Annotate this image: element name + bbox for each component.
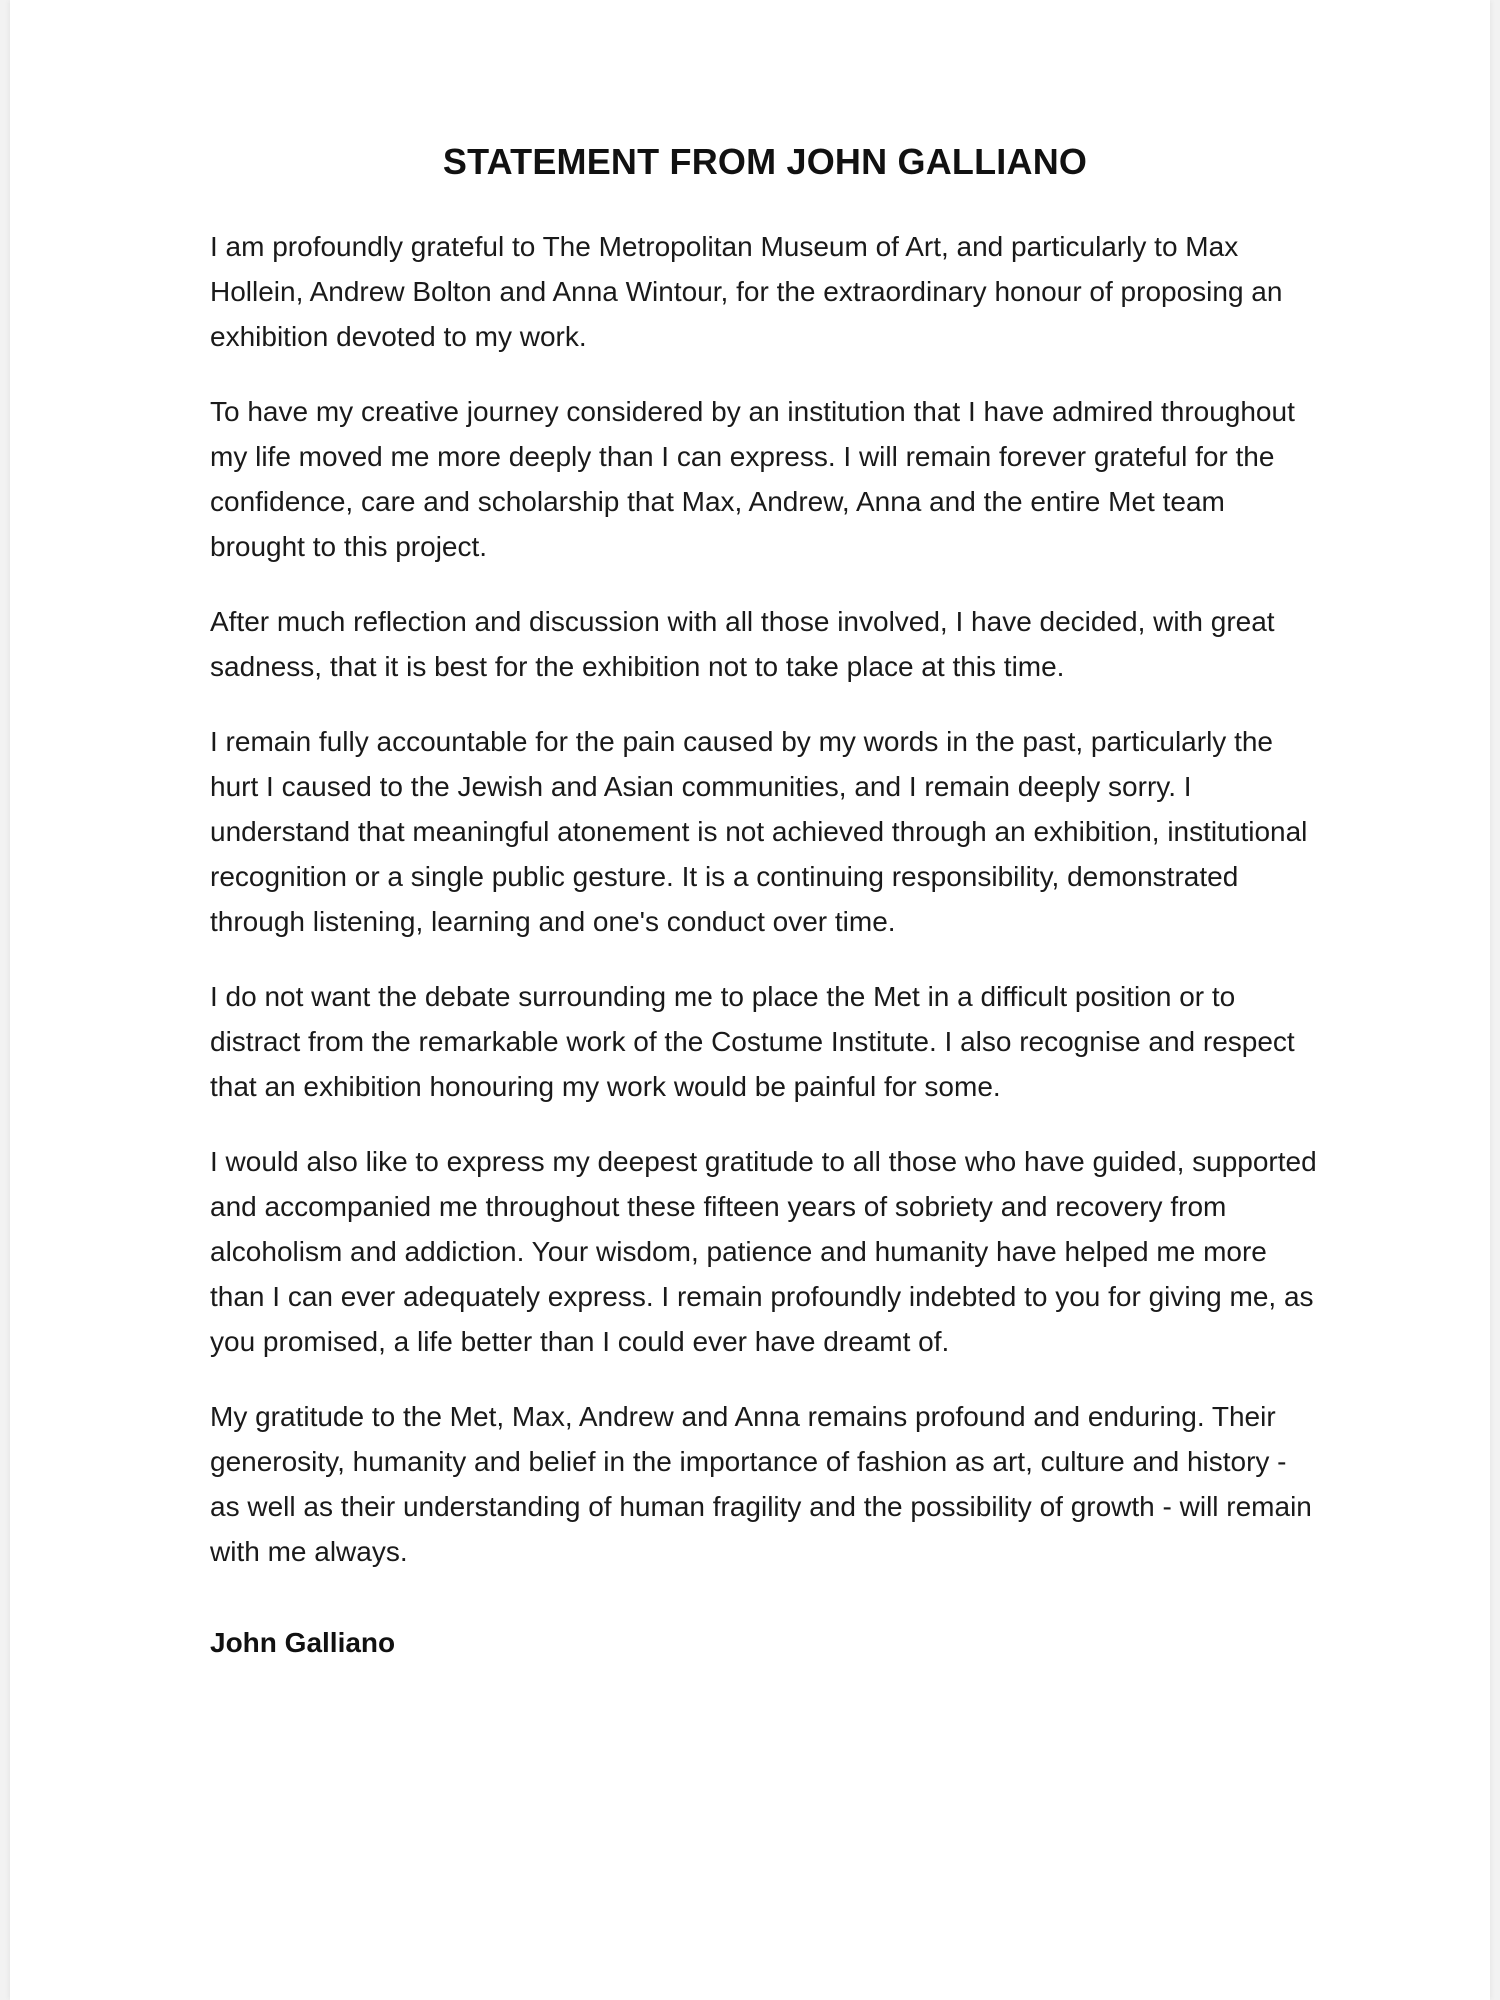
paragraph: To have my creative journey considered by an institution that I have admired throughout my life moved me more deeply than I can express. I will remain forever grateful for the confidence, care and scholarship that Max, Andrew, Anna and the entire Met team brought to this project. bbox=[210, 396, 1295, 562]
statement-body bbox=[210, 138, 1320, 1665]
page-title: STATEMENT FROM JOHN GALLIANO bbox=[442, 141, 1088, 182]
paragraph: I remain fully accountable for the pain caused by my words in the past, particularly the hurt I caused to the Jewish and Asian communities, and I remain deeply sorry. I understand that meaningful atonement is not achieved through an exhibition, institutional recognition or a single public gesture. It is a continuing responsibility, demonstrated through listening, learning and one's conduct over time. bbox=[210, 726, 1308, 937]
signature: John Galliano bbox=[210, 1627, 396, 1658]
paragraph: I am profoundly grateful to The Metropolitan Museum of Art, and particularly to Max Hollein, Andrew Bolton and Anna Wintour, for the extraordinary honour of proposing an exhibition devoted to my work. bbox=[210, 231, 1283, 352]
paragraph: After much reflection and discussion with all those involved, I have decided, with great sadness, that it is best for the exhibition not to take place at this time. bbox=[210, 606, 1275, 682]
paragraph: I do not want the debate surrounding me to place the Met in a difficult position or to distract from the remarkable work of the Costume Institute. I also recognise and respect that an exhibition honouring my work would be painful for some. bbox=[210, 981, 1295, 1102]
paragraph: My gratitude to the Met, Max, Andrew and Anna remains profound and enduring. Their generosity, humanity and belief in the importance of fashion as art, culture and history - as well as their understanding of human fragility and the possibility of growth - will remain with me always. bbox=[210, 1401, 1312, 1567]
document-page bbox=[10, 0, 1490, 2000]
paragraph: I would also like to express my deepest gratitude to all those who have guided, supported and accompanied me throughout these fifteen years of sobriety and recovery from alcoholism and addiction. Your wisdom, patience and humanity have helped me more than I can ever adequately express. I remain profoundly indebted to you for giving me, as you promised, a life better than I could ever have dreamt of. bbox=[210, 1146, 1317, 1357]
